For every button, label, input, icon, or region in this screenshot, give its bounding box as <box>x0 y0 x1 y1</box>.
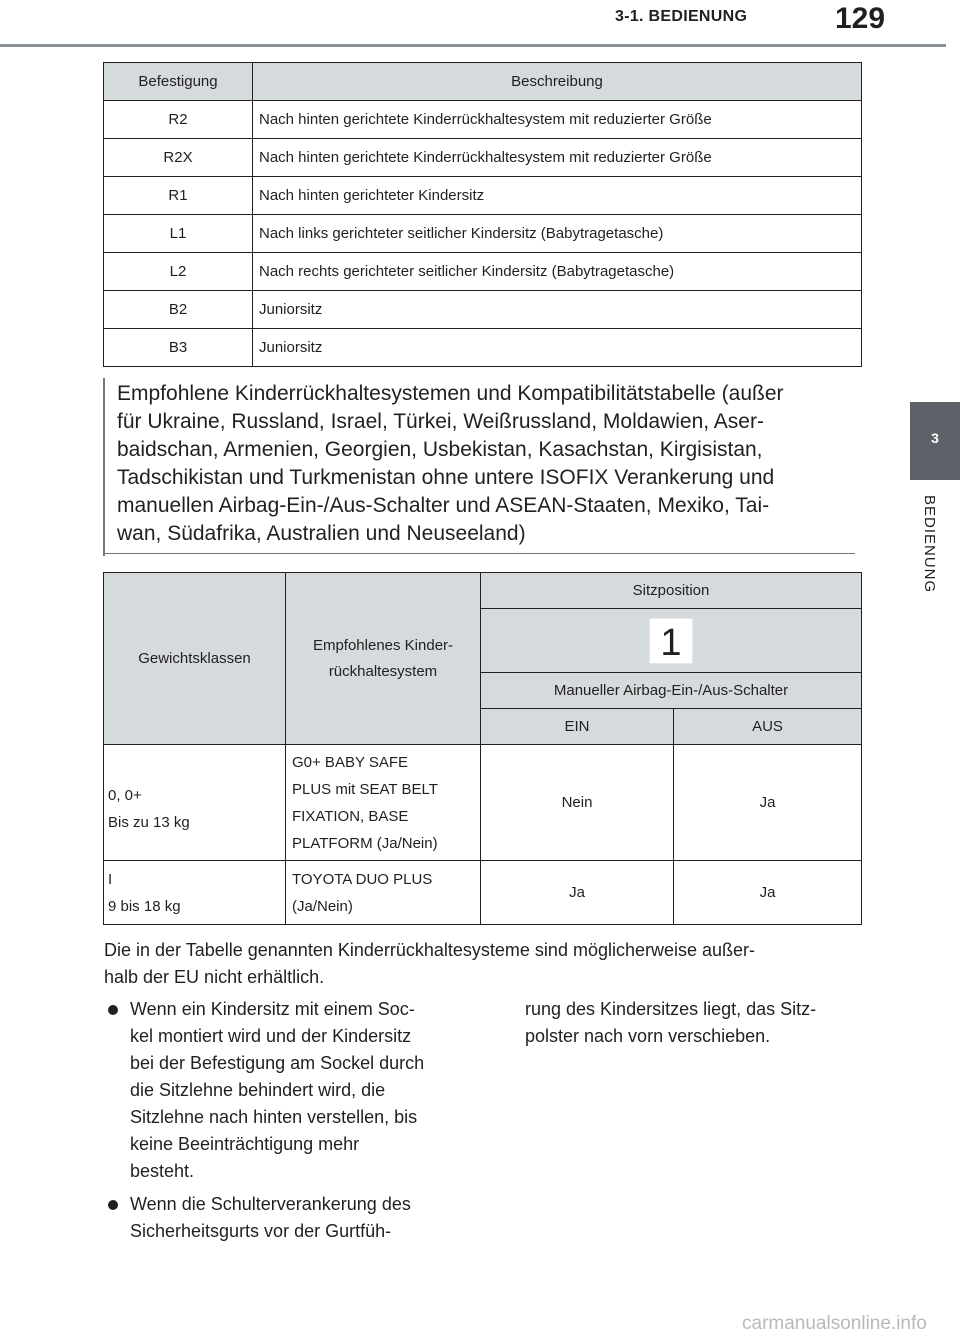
weight-class-cell <box>104 861 286 925</box>
section-title: 3-1. BEDIENUNG <box>615 8 748 25</box>
column-header-off: AUS <box>674 709 862 745</box>
fixation-table <box>103 62 862 367</box>
seat-line: G0+ BABY SAFE <box>292 753 409 771</box>
fixation-code: L2 <box>104 253 253 291</box>
right-column <box>525 996 870 1050</box>
fixation-code: R2X <box>104 139 253 177</box>
availability-note <box>104 937 864 991</box>
title-line: manuellen Airbag-Ein-/Aus-Schalter und ASEAN-Staaten, Mexiko, Tai- <box>117 494 770 517</box>
chapter-tab-number: 3 <box>931 430 939 446</box>
column-header-description: Beschreibung <box>253 63 862 101</box>
seat-line: PLATFORM (Ja/Nein) <box>292 834 438 852</box>
bullet-line: kel montiert wird und der Kindersitz <box>130 1026 412 1046</box>
column-header-fixation: Befestigung <box>104 63 253 101</box>
compatibility-section-title <box>103 378 869 556</box>
title-line: Tadschikistan und Turkmenistan ohne untere ISOFIX Verankerung und <box>117 466 775 489</box>
airbag-off-value: Ja <box>674 745 862 861</box>
weight-class: 0, 0+ <box>108 787 142 804</box>
title-divider <box>103 553 855 554</box>
seat-header-line: Empfohlenes Kinder- <box>312 636 454 654</box>
table-row <box>104 253 862 291</box>
bullet-line: bei der Befestigung am Sockel durch <box>130 1053 425 1073</box>
fixation-description: Nach hinten gerichtete Kinderrückhaltesystem mit reduzierter Größe <box>253 139 862 177</box>
table-row <box>104 101 862 139</box>
seat-line: FIXATION, BASE <box>292 807 409 825</box>
chapter-tab-label: BEDIENUNG <box>921 495 938 594</box>
title-line: baidschan, Armenien, Georgien, Usbekistan, Kasachstan, Kirgisistan, <box>117 438 763 461</box>
seat-number-label: 1 <box>660 621 682 664</box>
table-row <box>104 177 862 215</box>
table-row <box>104 291 862 329</box>
bullet-line: Sitzlehne nach hinten verstellen, bis <box>130 1107 418 1127</box>
airbag-off-value: Ja <box>674 861 862 925</box>
seat-position-cell <box>481 609 862 673</box>
fixation-description: Juniorsitz <box>253 291 862 329</box>
table-row <box>104 215 862 253</box>
bullet-item <box>106 996 471 1185</box>
seat-line: PLUS mit SEAT BELT <box>292 780 438 798</box>
seat-header-line: rückhaltesystem <box>328 662 438 680</box>
fixation-code: R1 <box>104 177 253 215</box>
column-header-on: EIN <box>481 709 674 745</box>
bullet-line: besteht. <box>130 1161 195 1181</box>
fixation-code: R2 <box>104 101 253 139</box>
table-row <box>104 745 862 861</box>
left-column <box>106 996 471 1251</box>
weight-class: I <box>108 870 113 888</box>
chapter-tab-label-area <box>908 495 960 625</box>
title-line: für Ukraine, Russland, Israel, Türkei, Weißrussland, Moldawien, Aser- <box>117 410 764 433</box>
weight-range: Bis zu 13 kg <box>108 814 190 831</box>
column-header-airbag-switch: Manueller Airbag-Ein-/Aus-Schalter <box>481 673 862 709</box>
column-header-seat-position: Sitzposition <box>481 573 862 609</box>
table-row <box>104 139 862 177</box>
bullet-line: keine Beeinträchtigung mehr <box>130 1134 360 1154</box>
fixation-description: Nach rechts gerichteter seitlicher Kindersitz (Babytragetasche) <box>253 253 862 291</box>
seat-line: TOYOTA DUO PLUS <box>292 870 433 888</box>
bullet-item <box>106 1191 471 1245</box>
bullet-line: Wenn ein Kindersitz mit einem Soc- <box>130 999 415 1019</box>
continued-line: rung des Kindersitzes liegt, das Sitz- <box>525 999 817 1019</box>
fixation-code: B3 <box>104 329 253 367</box>
continued-line: polster nach vorn verschieben. <box>525 1026 771 1046</box>
fixation-description: Juniorsitz <box>253 329 862 367</box>
column-header-seat <box>286 573 481 745</box>
title-line: wan, Südafrika, Australien und Neuseeland) <box>117 522 526 545</box>
recommended-seat-cell <box>286 861 481 925</box>
header-rule <box>0 44 946 47</box>
fixation-description: Nach links gerichteter seitlicher Kindersitz (Babytragetasche) <box>253 215 862 253</box>
fixation-description: Nach hinten gerichteter Kindersitz <box>253 177 862 215</box>
watermark: carmanualsonline.info <box>742 1313 927 1334</box>
weight-range: 9 bis 18 kg <box>108 897 181 915</box>
fixation-code: L1 <box>104 215 253 253</box>
table-row <box>104 329 862 367</box>
bullet-line: Wenn die Schulterverankerung des <box>130 1194 411 1214</box>
page-number: 129 <box>835 2 886 35</box>
fixation-description: Nach hinten gerichtete Kinderrückhaltesystem mit reduzierter Größe <box>253 101 862 139</box>
bullet-line: Sicherheitsgurts vor der Gurtfüh- <box>130 1221 392 1241</box>
column-header-weight: Gewichtsklassen <box>104 573 286 745</box>
airbag-on-value: Ja <box>481 861 674 925</box>
table-header-row <box>104 573 862 609</box>
title-line: Empfohlene Kinderrückhaltesystemen und Kompatibilitätstabelle (außer <box>117 382 784 405</box>
compatibility-table <box>103 572 862 925</box>
recommended-seat-cell <box>286 745 481 861</box>
seat-line: (Ja/Nein) <box>292 897 353 915</box>
bullet-line: die Sitzlehne behindert wird, die <box>130 1080 386 1100</box>
table-row <box>104 861 862 925</box>
note-line: Die in der Tabelle genannten Kinderrückhaltesysteme sind möglicherweise außer- <box>104 940 756 960</box>
note-line: halb der EU nicht erhältlich. <box>104 967 325 987</box>
table-header-row <box>104 63 862 101</box>
fixation-code: B2 <box>104 291 253 329</box>
weight-class-cell <box>104 745 286 861</box>
airbag-on-value: Nein <box>481 745 674 861</box>
seat-number-1-icon <box>649 618 693 664</box>
